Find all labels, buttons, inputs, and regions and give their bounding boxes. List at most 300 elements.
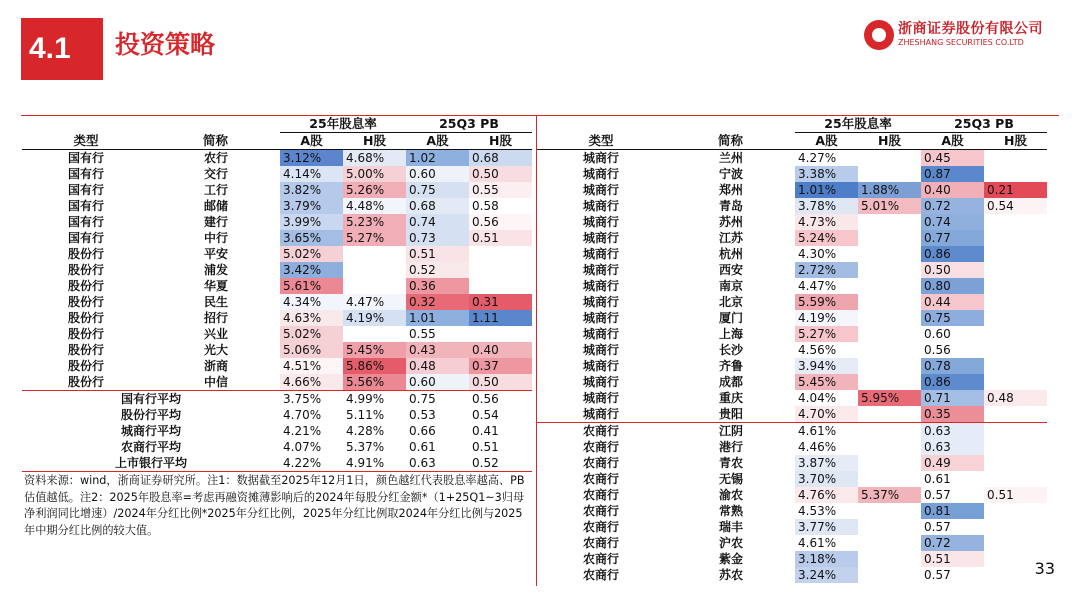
dividend-h-cell: 5.45% xyxy=(343,342,406,358)
pb-a-cell: 0.51 xyxy=(921,551,984,567)
pb-h-cell: 0.54 xyxy=(984,198,1047,214)
dividend-a-cell: 1.01% xyxy=(795,182,858,198)
pb-a-cell: 0.86 xyxy=(921,246,984,262)
dividend-a-cell: 5.02% xyxy=(280,326,343,342)
bank-name-cell: 杭州 xyxy=(718,247,743,261)
dividend-h-cell: 4.28% xyxy=(346,424,385,438)
dividend-h-cell: 4.68% xyxy=(343,150,406,167)
pb-h-cell xyxy=(984,406,1047,423)
pb-h-cell xyxy=(984,535,1047,551)
pb-h-cell xyxy=(984,166,1047,182)
pb-h-cell xyxy=(469,246,532,262)
average-label-cell: 国有行平均 xyxy=(22,391,280,408)
dividend-h-cell xyxy=(858,214,921,230)
table-row xyxy=(22,262,532,278)
pb-h-cell: 0.40 xyxy=(469,342,532,358)
bank-type-cell: 城商行 xyxy=(582,199,619,213)
pb-a-cell: 0.35 xyxy=(921,406,984,423)
bank-type-cell: 股份行 xyxy=(67,359,104,373)
dividend-h-cell xyxy=(858,471,921,487)
dividend-h-header: H股 xyxy=(343,133,406,150)
table-row xyxy=(537,262,1047,278)
dividend-h-cell: 5.56% xyxy=(343,374,406,391)
average-label-cell: 上市银行平均 xyxy=(114,456,187,470)
dividend-a-cell: 4.66% xyxy=(280,374,343,391)
pb-a-cell: 0.68 xyxy=(406,198,469,214)
bank-type-cell: 城商行 xyxy=(582,215,619,229)
bank-name-cell: 沪农 xyxy=(718,536,743,550)
average-row xyxy=(22,423,532,439)
dividend-a-cell: 4.51% xyxy=(280,358,343,374)
table-row xyxy=(22,198,532,214)
bank-name-cell: 农行 xyxy=(203,151,228,165)
average-row xyxy=(22,407,532,423)
pb-a-cell: 0.60 xyxy=(406,166,469,182)
pb-h-cell: 0.37 xyxy=(469,358,532,374)
bank-type-cell: 国有行 xyxy=(67,151,104,165)
bank-type-cell: 股份行 xyxy=(67,375,104,389)
dividend-h-cell xyxy=(858,567,921,583)
dividend-a-cell: 5.45% xyxy=(795,374,858,390)
bank-name-cell: 青岛 xyxy=(718,199,743,213)
pb-h-cell xyxy=(469,326,532,342)
bank-type-cell: 城商行 xyxy=(582,327,619,341)
pb-h-cell: 0.51 xyxy=(469,230,532,246)
dividend-a-cell: 5.24% xyxy=(795,230,858,246)
table-row xyxy=(22,166,532,182)
pb-a-cell: 0.87 xyxy=(921,166,984,182)
table-row xyxy=(537,246,1047,262)
bank-type-cell: 城商行 xyxy=(582,311,619,325)
bank-name-cell: 成都 xyxy=(718,375,743,389)
dividend-h-cell xyxy=(858,230,921,246)
bank-name-cell: 上海 xyxy=(718,327,743,341)
bank-type-cell: 国有行 xyxy=(67,199,104,213)
bank-name-cell: 常熟 xyxy=(718,504,743,518)
pb-a-cell: 0.49 xyxy=(921,455,984,471)
table-row xyxy=(22,342,532,358)
dividend-h-cell xyxy=(858,439,921,455)
dividend-h-cell xyxy=(858,262,921,278)
dividend-h-cell: 5.26% xyxy=(343,182,406,198)
pb-h-cell: 0.50 xyxy=(469,166,532,182)
average-label-cell: 股份行平均 xyxy=(120,408,181,422)
bank-name-cell: 无锡 xyxy=(718,472,743,486)
pb-h-cell: 0.52 xyxy=(472,456,499,470)
pb-a-cell: 0.43 xyxy=(406,342,469,358)
bank-type-cell: 农商行 xyxy=(582,472,619,486)
pb-a-cell: 0.60 xyxy=(406,374,469,391)
dividend-a-cell: 3.78% xyxy=(795,198,858,214)
bank-name-cell: 南京 xyxy=(718,279,743,293)
table-row xyxy=(22,326,532,342)
bank-type-cell: 股份行 xyxy=(67,327,104,341)
dividend-h-cell xyxy=(858,310,921,326)
bank-name-cell: 苏农 xyxy=(718,568,743,582)
dividend-h-cell: 5.11% xyxy=(346,408,385,422)
pb-h-cell: 0.50 xyxy=(469,374,532,391)
average-label-cell: 农商行平均 xyxy=(120,440,181,454)
bank-name-cell: 苏州 xyxy=(718,215,743,229)
dividend-a-cell: 4.53% xyxy=(795,503,858,519)
bank-name-cell: 瑞丰 xyxy=(718,520,743,534)
pb-h-cell xyxy=(469,278,532,294)
dividend-a-cell: 3.77% xyxy=(795,519,858,535)
dividend-a-cell: 3.65% xyxy=(280,230,343,246)
bank-type-cell: 股份行 xyxy=(67,279,104,293)
dividend-h-cell xyxy=(858,342,921,358)
dividend-a-cell: 4.73% xyxy=(795,214,858,230)
table-row xyxy=(537,487,1047,503)
bank-type-cell: 国有行 xyxy=(67,167,104,181)
average-row xyxy=(22,391,532,408)
pb-a-cell: 0.78 xyxy=(921,358,984,374)
dividend-a-cell: 3.94% xyxy=(795,358,858,374)
bank-type-cell: 城商行 xyxy=(582,263,619,277)
pb-h-cell: 0.55 xyxy=(469,182,532,198)
bank-name-cell: 平安 xyxy=(203,247,228,261)
dividend-h-cell xyxy=(858,246,921,262)
table-header-row-2 xyxy=(537,133,1047,150)
table-row xyxy=(537,423,1047,440)
bank-type-cell: 城商行 xyxy=(582,295,619,309)
pb-group-header: 25Q3 PB xyxy=(921,116,1047,133)
pb-a-cell: 0.51 xyxy=(406,246,469,262)
bank-type-cell: 城商行 xyxy=(582,343,619,357)
table-row xyxy=(22,230,532,246)
table-row xyxy=(22,294,532,310)
pb-h-cell xyxy=(984,439,1047,455)
pb-a-cell: 0.32 xyxy=(406,294,469,310)
table-row xyxy=(537,230,1047,246)
bank-name-cell: 西安 xyxy=(718,263,743,277)
average-row xyxy=(22,439,532,455)
pb-h-cell: 0.41 xyxy=(472,424,499,438)
dividend-a-cell: 4.70% xyxy=(795,406,858,423)
bank-name-cell: 长沙 xyxy=(718,343,743,357)
table-row xyxy=(537,455,1047,471)
bank-type-cell: 城商行 xyxy=(582,167,619,181)
bank-type-cell: 城商行 xyxy=(582,375,619,389)
pb-a-cell: 0.81 xyxy=(921,503,984,519)
pb-h-cell xyxy=(984,294,1047,310)
dividend-a-cell: 4.04% xyxy=(795,390,858,406)
pb-a-cell: 0.55 xyxy=(406,326,469,342)
dividend-a-cell: 4.19% xyxy=(795,310,858,326)
pb-a-cell: 0.63 xyxy=(409,456,436,470)
dividend-a-cell: 3.75% xyxy=(280,391,343,408)
bank-type-cell: 农商行 xyxy=(537,423,665,440)
pb-a-cell: 0.72 xyxy=(921,535,984,551)
table-row xyxy=(537,406,1047,423)
bank-name-cell: 江苏 xyxy=(718,231,743,245)
dividend-a-cell: 3.99% xyxy=(280,214,343,230)
pb-a-cell: 0.74 xyxy=(921,214,984,230)
pb-h-cell xyxy=(984,519,1047,535)
pb-a-cell: 0.44 xyxy=(921,294,984,310)
dividend-h-cell: 5.01% xyxy=(858,198,921,214)
dividend-a-cell: 4.63% xyxy=(280,310,343,326)
dividend-h-cell: 4.99% xyxy=(343,391,406,408)
table-row xyxy=(537,390,1047,406)
table-row xyxy=(537,567,1047,583)
bank-type-cell: 股份行 xyxy=(67,263,104,277)
table-row xyxy=(537,503,1047,519)
table-row xyxy=(537,471,1047,487)
dividend-h-cell: 5.95% xyxy=(858,390,921,406)
pb-h-header: H股 xyxy=(469,133,532,150)
pb-a-cell: 0.50 xyxy=(921,262,984,278)
dividend-a-cell: 5.27% xyxy=(795,326,858,342)
bank-type-cell: 城商行 xyxy=(582,279,619,293)
dividend-a-cell: 4.21% xyxy=(283,424,322,438)
page-title: 投资策略 xyxy=(115,30,216,59)
bank-type-cell: 城商行 xyxy=(582,151,619,165)
dividend-h-cell: 5.86% xyxy=(343,358,406,374)
table-row xyxy=(537,342,1047,358)
table-row xyxy=(537,166,1047,182)
dividend-h-cell: 4.91% xyxy=(346,456,385,470)
pb-h-header: H股 xyxy=(984,133,1047,150)
dividend-group-header: 25年股息率 xyxy=(280,116,406,133)
bank-name-cell: 港行 xyxy=(718,440,743,454)
page-number: 33 xyxy=(1034,559,1055,578)
table-row xyxy=(22,214,532,230)
pb-h-cell: 0.54 xyxy=(472,408,499,422)
pb-a-cell: 0.75 xyxy=(921,310,984,326)
pb-h-cell xyxy=(984,230,1047,246)
bank-name-cell: 光大 xyxy=(203,343,228,357)
pb-a-cell: 0.75 xyxy=(406,182,469,198)
pb-a-cell: 0.36 xyxy=(406,278,469,294)
bank-name-cell: 紫金 xyxy=(718,552,743,566)
bank-type-cell: 农商行 xyxy=(582,504,619,518)
bank-name-cell: 渝农 xyxy=(718,488,743,502)
bank-type-cell: 农商行 xyxy=(582,568,619,582)
pb-h-cell xyxy=(984,342,1047,358)
bank-type-cell: 国有行 xyxy=(67,215,104,229)
company-logo xyxy=(864,18,1064,54)
name-header: 简称 xyxy=(150,133,280,150)
pb-a-cell: 0.56 xyxy=(921,342,984,358)
pb-a-cell: 0.52 xyxy=(406,262,469,278)
dividend-a-cell: 2.72% xyxy=(795,262,858,278)
table-header-row-1 xyxy=(537,116,1047,133)
bank-name-cell: 招行 xyxy=(203,311,228,325)
bank-name-cell: 浙商 xyxy=(203,359,228,373)
dividend-a-cell: 3.12% xyxy=(280,150,343,167)
pb-a-cell: 0.63 xyxy=(921,423,984,440)
dividend-a-cell: 4.76% xyxy=(795,487,858,503)
dividend-a-header: A股 xyxy=(280,133,343,150)
dividend-h-cell xyxy=(343,246,406,262)
dividend-a-cell: 3.70% xyxy=(795,471,858,487)
bank-name-cell: 兰州 xyxy=(718,151,743,165)
table-row xyxy=(537,519,1047,535)
bank-type-cell: 城商行 xyxy=(582,231,619,245)
type-header: 类型 xyxy=(22,133,150,150)
name-header: 简称 xyxy=(665,133,795,150)
pb-h-cell xyxy=(984,310,1047,326)
pb-h-cell xyxy=(984,374,1047,390)
table-header-row-2 xyxy=(22,133,532,150)
pb-a-cell: 0.48 xyxy=(406,358,469,374)
bank-type-cell: 股份行 xyxy=(67,311,104,325)
dividend-a-cell: 5.61% xyxy=(280,278,343,294)
bank-type-cell: 股份行 xyxy=(67,295,104,309)
dividend-a-cell: 4.14% xyxy=(280,166,343,182)
dividend-h-cell xyxy=(343,278,406,294)
pb-h-cell xyxy=(984,278,1047,294)
dividend-h-cell: 4.19% xyxy=(343,310,406,326)
table-row xyxy=(22,278,532,294)
table-row xyxy=(537,278,1047,294)
table-header-row-1 xyxy=(22,116,532,133)
dividend-a-cell: 4.22% xyxy=(283,456,322,470)
dividend-h-header: H股 xyxy=(858,133,921,150)
bank-type-cell: 城商行 xyxy=(582,359,619,373)
table-row xyxy=(537,535,1047,551)
dividend-a-cell: 4.47% xyxy=(795,278,858,294)
bank-type-cell: 农商行 xyxy=(582,552,619,566)
dividend-h-cell xyxy=(858,150,921,167)
dividend-a-cell: 3.18% xyxy=(795,551,858,567)
dividend-h-cell xyxy=(858,358,921,374)
dividend-a-cell: 5.02% xyxy=(280,246,343,262)
dividend-a-cell: 5.06% xyxy=(280,342,343,358)
table-row xyxy=(537,439,1047,455)
dividend-h-cell: 5.37% xyxy=(858,487,921,503)
dividend-h-cell xyxy=(858,294,921,310)
dividend-a-cell: 3.82% xyxy=(280,182,343,198)
dividend-a-cell: 3.79% xyxy=(280,198,343,214)
pb-h-cell xyxy=(984,246,1047,262)
average-row xyxy=(22,455,532,472)
pb-h-cell xyxy=(984,358,1047,374)
dividend-h-cell xyxy=(858,406,921,423)
bank-name-cell: 齐鲁 xyxy=(718,359,743,373)
pb-h-cell: 0.56 xyxy=(469,214,532,230)
dividend-h-cell: 5.27% xyxy=(343,230,406,246)
dividend-a-cell: 4.07% xyxy=(283,440,322,454)
dividend-a-cell: 4.61% xyxy=(795,535,858,551)
pb-h-cell: 0.31 xyxy=(469,294,532,310)
pb-a-header: A股 xyxy=(406,133,469,150)
table-row xyxy=(537,326,1047,342)
table-row xyxy=(22,150,532,167)
bank-name-cell: 中行 xyxy=(203,231,228,245)
bank-name-cell: 民生 xyxy=(203,295,228,309)
pb-a-cell: 0.73 xyxy=(406,230,469,246)
bank-type-cell: 股份行 xyxy=(67,343,104,357)
bank-type-cell: 农商行 xyxy=(582,536,619,550)
bank-name-cell: 华夏 xyxy=(203,279,228,293)
table-row xyxy=(22,246,532,262)
bank-name-cell: 建行 xyxy=(203,215,228,229)
dividend-h-cell xyxy=(858,535,921,551)
dividend-a-cell: 3.24% xyxy=(795,567,858,583)
dividend-h-cell xyxy=(858,166,921,182)
pb-h-cell xyxy=(984,503,1047,519)
type-header: 类型 xyxy=(537,133,665,150)
bank-type-cell: 农商行 xyxy=(582,488,619,502)
bank-name-cell: 中信 xyxy=(203,375,228,389)
bank-name-cell: 浦发 xyxy=(203,263,228,277)
bank-type-cell: 国有行 xyxy=(67,231,104,245)
dividend-a-cell: 5.59% xyxy=(795,294,858,310)
table-row xyxy=(537,198,1047,214)
pb-h-cell: 0.68 xyxy=(469,150,532,167)
pb-a-cell: 0.86 xyxy=(921,374,984,390)
dividend-h-cell: 1.88% xyxy=(858,182,921,198)
bank-type-cell: 城商行 xyxy=(582,391,619,405)
dividend-a-cell: 4.46% xyxy=(795,439,858,455)
dividend-a-header: A股 xyxy=(795,133,858,150)
pb-a-cell: 0.74 xyxy=(406,214,469,230)
bank-type-cell: 国有行 xyxy=(67,183,104,197)
dividend-h-cell: 5.23% xyxy=(343,214,406,230)
average-label-cell: 城商行平均 xyxy=(120,424,181,438)
bank-type-cell: 农商行 xyxy=(582,456,619,470)
bank-name-cell: 重庆 xyxy=(718,391,743,405)
bank-name-cell: 宁波 xyxy=(718,167,743,181)
pb-a-cell: 0.40 xyxy=(921,182,984,198)
bank-name-cell: 北京 xyxy=(718,295,743,309)
dividend-h-cell xyxy=(858,278,921,294)
left-table-container xyxy=(22,116,532,473)
pb-a-header: A股 xyxy=(921,133,984,150)
dividend-a-cell: 4.30% xyxy=(795,246,858,262)
bank-type-cell: 城商行 xyxy=(582,183,619,197)
pb-h-cell xyxy=(984,326,1047,342)
dividend-h-cell xyxy=(858,519,921,535)
dividend-h-cell xyxy=(858,551,921,567)
pb-a-cell: 0.72 xyxy=(921,198,984,214)
dividend-h-cell xyxy=(343,326,406,342)
bank-name-cell: 青农 xyxy=(718,456,743,470)
pb-a-cell: 0.57 xyxy=(921,487,984,503)
dividend-h-cell xyxy=(858,503,921,519)
right-table-container xyxy=(537,116,1047,583)
table-row xyxy=(22,358,532,374)
dividend-group-header: 25年股息率 xyxy=(795,116,921,133)
dividend-a-cell: 4.61% xyxy=(795,423,858,440)
bank-type-cell: 农商行 xyxy=(582,520,619,534)
dividend-h-cell: 5.00% xyxy=(343,166,406,182)
bank-name-cell: 工行 xyxy=(203,183,228,197)
bank-type-cell: 农商行 xyxy=(582,440,619,454)
dividend-h-cell xyxy=(858,455,921,471)
dividend-h-cell xyxy=(858,374,921,390)
pb-h-cell: 0.51 xyxy=(472,440,499,454)
table-row xyxy=(537,294,1047,310)
pb-h-cell xyxy=(984,262,1047,278)
dividend-a-cell: 4.70% xyxy=(283,408,322,422)
logo-chinese-name: 浙商证券股份有限公司 xyxy=(898,21,1043,37)
bank-name-cell: 兴业 xyxy=(203,327,228,341)
table-row xyxy=(22,182,532,198)
pb-a-cell: 0.61 xyxy=(921,471,984,487)
pb-a-cell: 0.53 xyxy=(409,408,436,422)
pb-h-cell: 1.11 xyxy=(469,310,532,326)
dividend-h-cell xyxy=(343,262,406,278)
pb-h-cell xyxy=(984,471,1047,487)
dividend-h-cell xyxy=(858,423,921,440)
dividend-h-cell: 5.37% xyxy=(346,440,385,454)
section-number-badge: 4.1 xyxy=(21,18,103,80)
bank-name-cell: 郑州 xyxy=(718,183,743,197)
table-row xyxy=(537,310,1047,326)
